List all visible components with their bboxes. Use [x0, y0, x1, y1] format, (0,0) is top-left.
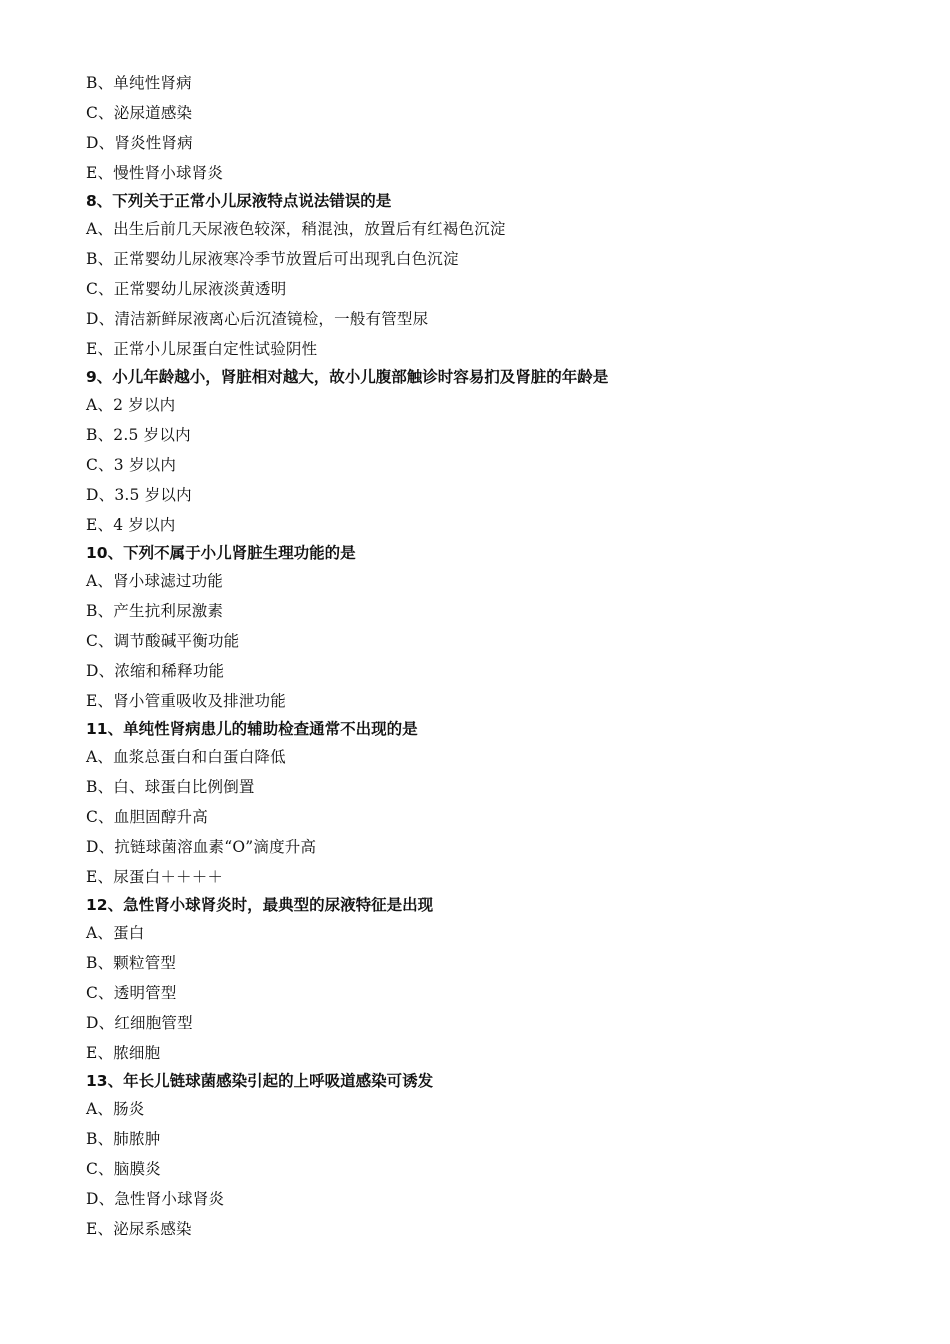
option-c: C、调节酸碱平衡功能	[86, 632, 240, 650]
option-e: E、肾小管重吸收及排泄功能	[86, 692, 286, 710]
option-a: A、血浆总蛋白和白蛋白降低	[86, 748, 286, 766]
option-e: E、泌尿系感染	[86, 1220, 192, 1238]
option-b: B、单纯性肾病	[86, 74, 192, 92]
option-e: E、正常小儿尿蛋白定性试验阴性	[86, 340, 318, 358]
option-d: D、抗链球菌溶血素“O”滴度升高	[86, 838, 317, 856]
option-d: D、3.5 岁以内	[86, 486, 192, 504]
option-e: E、尿蛋白＋＋＋＋	[86, 868, 224, 886]
question-stem: 8、下列关于正常小儿尿液特点说法错误的是	[86, 192, 392, 210]
question-stem: 10、下列不属于小儿肾脏生理功能的是	[86, 544, 356, 562]
option-c: C、透明管型	[86, 984, 177, 1002]
option-b: B、肺脓肿	[86, 1130, 161, 1148]
option-e: E、脓细胞	[86, 1044, 161, 1062]
document-page	[86, 68, 886, 1244]
question-8	[86, 188, 886, 364]
option-c: C、血胆固醇升高	[86, 808, 208, 826]
previous-question-options	[86, 68, 886, 188]
question-9	[86, 364, 886, 540]
option-c: C、脑膜炎	[86, 1160, 161, 1178]
question-10	[86, 540, 886, 716]
option-a: A、肠炎	[86, 1100, 145, 1118]
question-13	[86, 1068, 886, 1244]
option-b: B、2.5 岁以内	[86, 426, 191, 444]
option-c: C、正常婴幼儿尿液淡黄透明	[86, 280, 287, 298]
option-d: D、清洁新鲜尿液离心后沉渣镜检，一般有管型尿	[86, 310, 429, 328]
question-stem: 12、急性肾小球肾炎时，最典型的尿液特征是出现	[86, 896, 434, 914]
question-12	[86, 892, 886, 1068]
option-d: D、急性肾小球肾炎	[86, 1190, 225, 1208]
option-a: A、蛋白	[86, 924, 145, 942]
question-stem: 11、单纯性肾病患儿的辅助检查通常不出现的是	[86, 720, 418, 738]
option-c: C、3 岁以内	[86, 456, 177, 474]
option-d: D、红细胞管型	[86, 1014, 193, 1032]
option-e: E、4 岁以内	[86, 516, 176, 534]
question-stem: 9、小儿年龄越小，肾脏相对越大，故小儿腹部触诊时容易扪及肾脏的年龄是	[86, 368, 609, 386]
option-b: B、产生抗利尿激素	[86, 602, 224, 620]
question-stem: 13、年长儿链球菌感染引起的上呼吸道感染可诱发	[86, 1072, 434, 1090]
option-d: D、浓缩和稀释功能	[86, 662, 225, 680]
option-a: A、出生后前几天尿液色较深，稍混浊，放置后有红褐色沉淀	[86, 220, 506, 238]
option-e: E、慢性肾小球肾炎	[86, 164, 224, 182]
option-a: A、2 岁以内	[86, 396, 176, 414]
option-d: D、肾炎性肾病	[86, 134, 193, 152]
option-b: B、正常婴幼儿尿液寒冷季节放置后可出现乳白色沉淀	[86, 250, 459, 268]
option-c: C、泌尿道感染	[86, 104, 193, 122]
option-b: B、白、球蛋白比例倒置	[86, 778, 255, 796]
option-a: A、肾小球滤过功能	[86, 572, 223, 590]
option-b: B、颗粒管型	[86, 954, 177, 972]
question-11	[86, 716, 886, 892]
